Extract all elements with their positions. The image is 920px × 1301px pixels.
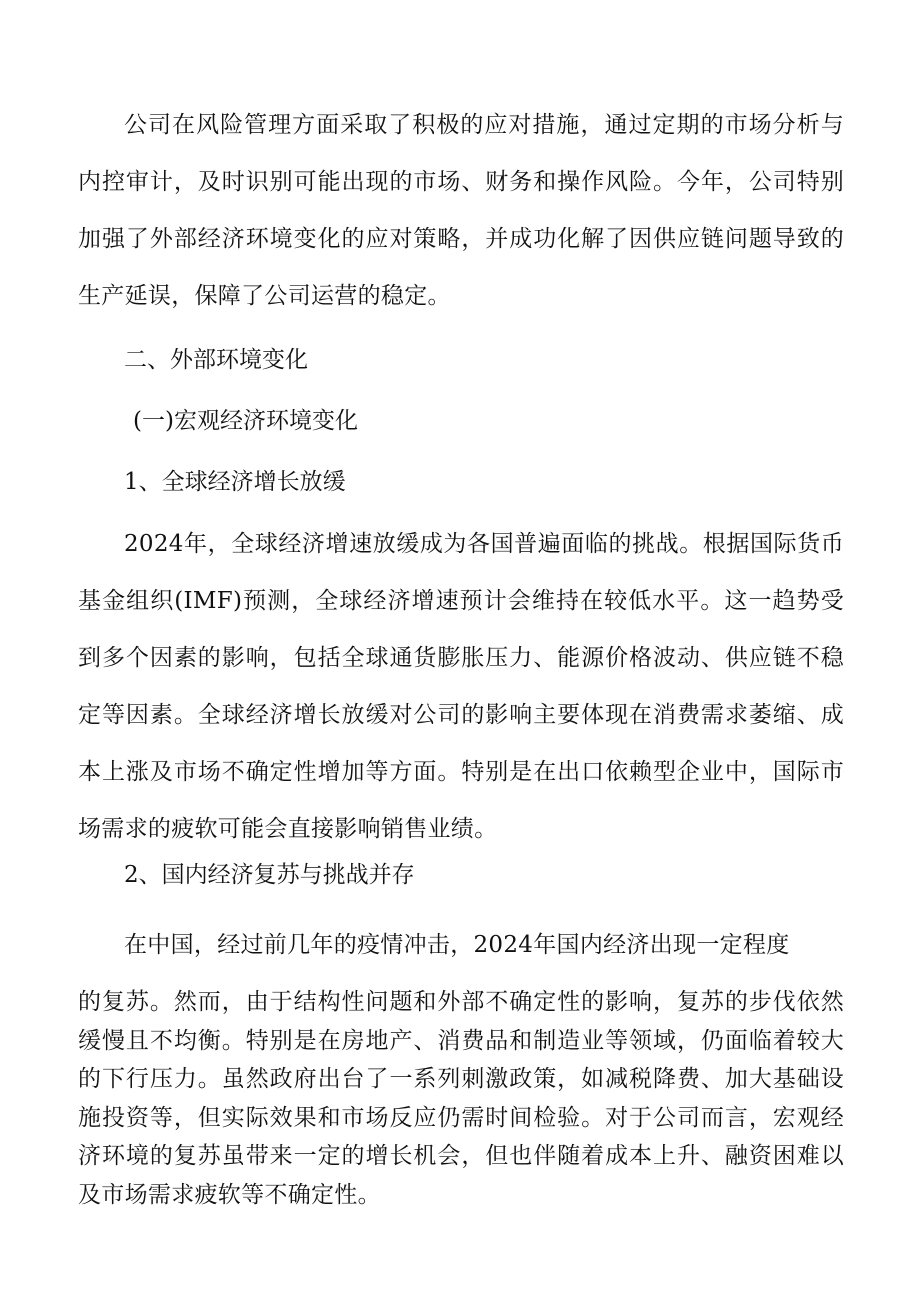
item2-heading: 2、国内经济复苏与挑战并存 xyxy=(124,862,415,888)
section-heading: 二、外部环境变化 xyxy=(124,347,308,373)
item1-heading: 1、全球经济增长放缓 xyxy=(124,469,346,495)
paragraph-domestic-first-line: 在中国，经过前几年的疫情冲击，2024年国内经济出现一定程度 xyxy=(124,932,790,958)
paragraph-global-slowdown: 2024年，全球经济增速放缓成为各国普遍面临的挑战。根据国际货币基金组织(IMF)预测，全球经济增速预计会维持在较低水平。这一趋势受到多个因素的影响，包括全球通货膨胀压力、能源价格波动、供应链不稳定等因素。全球经济增长放缓对公司的影响主要体现在消费需求萎缩、成本上涨及市场不确定性增加等方面。特别是在出口依赖型企业中，国际市场需求的疲软可能会直接影响销售业绩。 xyxy=(78,531,844,842)
subsection-heading: (一)宏观经济环境变化 xyxy=(133,408,358,434)
paragraph-domestic-recovery: 的复苏。然而，由于结构性问题和外部不确定性的影响，复苏的步伐依然缓慢且不均衡。特别是在房地产、消费品和制造业等领域，仍面临着较大的下行压力。虽然政府出台了一系列刺激政策，如减税降费、加大基础设施投资等，但实际效果和市场反应仍需时间检验。对于公司而言，宏观经济环境的复苏虽带来一定的增长机会，但也伴随着成本上升、融资困难以及市场需求疲软等不确定性。 xyxy=(78,989,844,1208)
paragraph-risk-management: 公司在风险管理方面采取了积极的应对措施，通过定期的市场分析与内控审计，及时识别可能出现的市场、财务和操作风险。今年，公司特别加强了外部经济环境变化的应对策略，并成功化解了因供应链问题导致的生产延误，保障了公司运营的稳定。 xyxy=(78,112,844,309)
